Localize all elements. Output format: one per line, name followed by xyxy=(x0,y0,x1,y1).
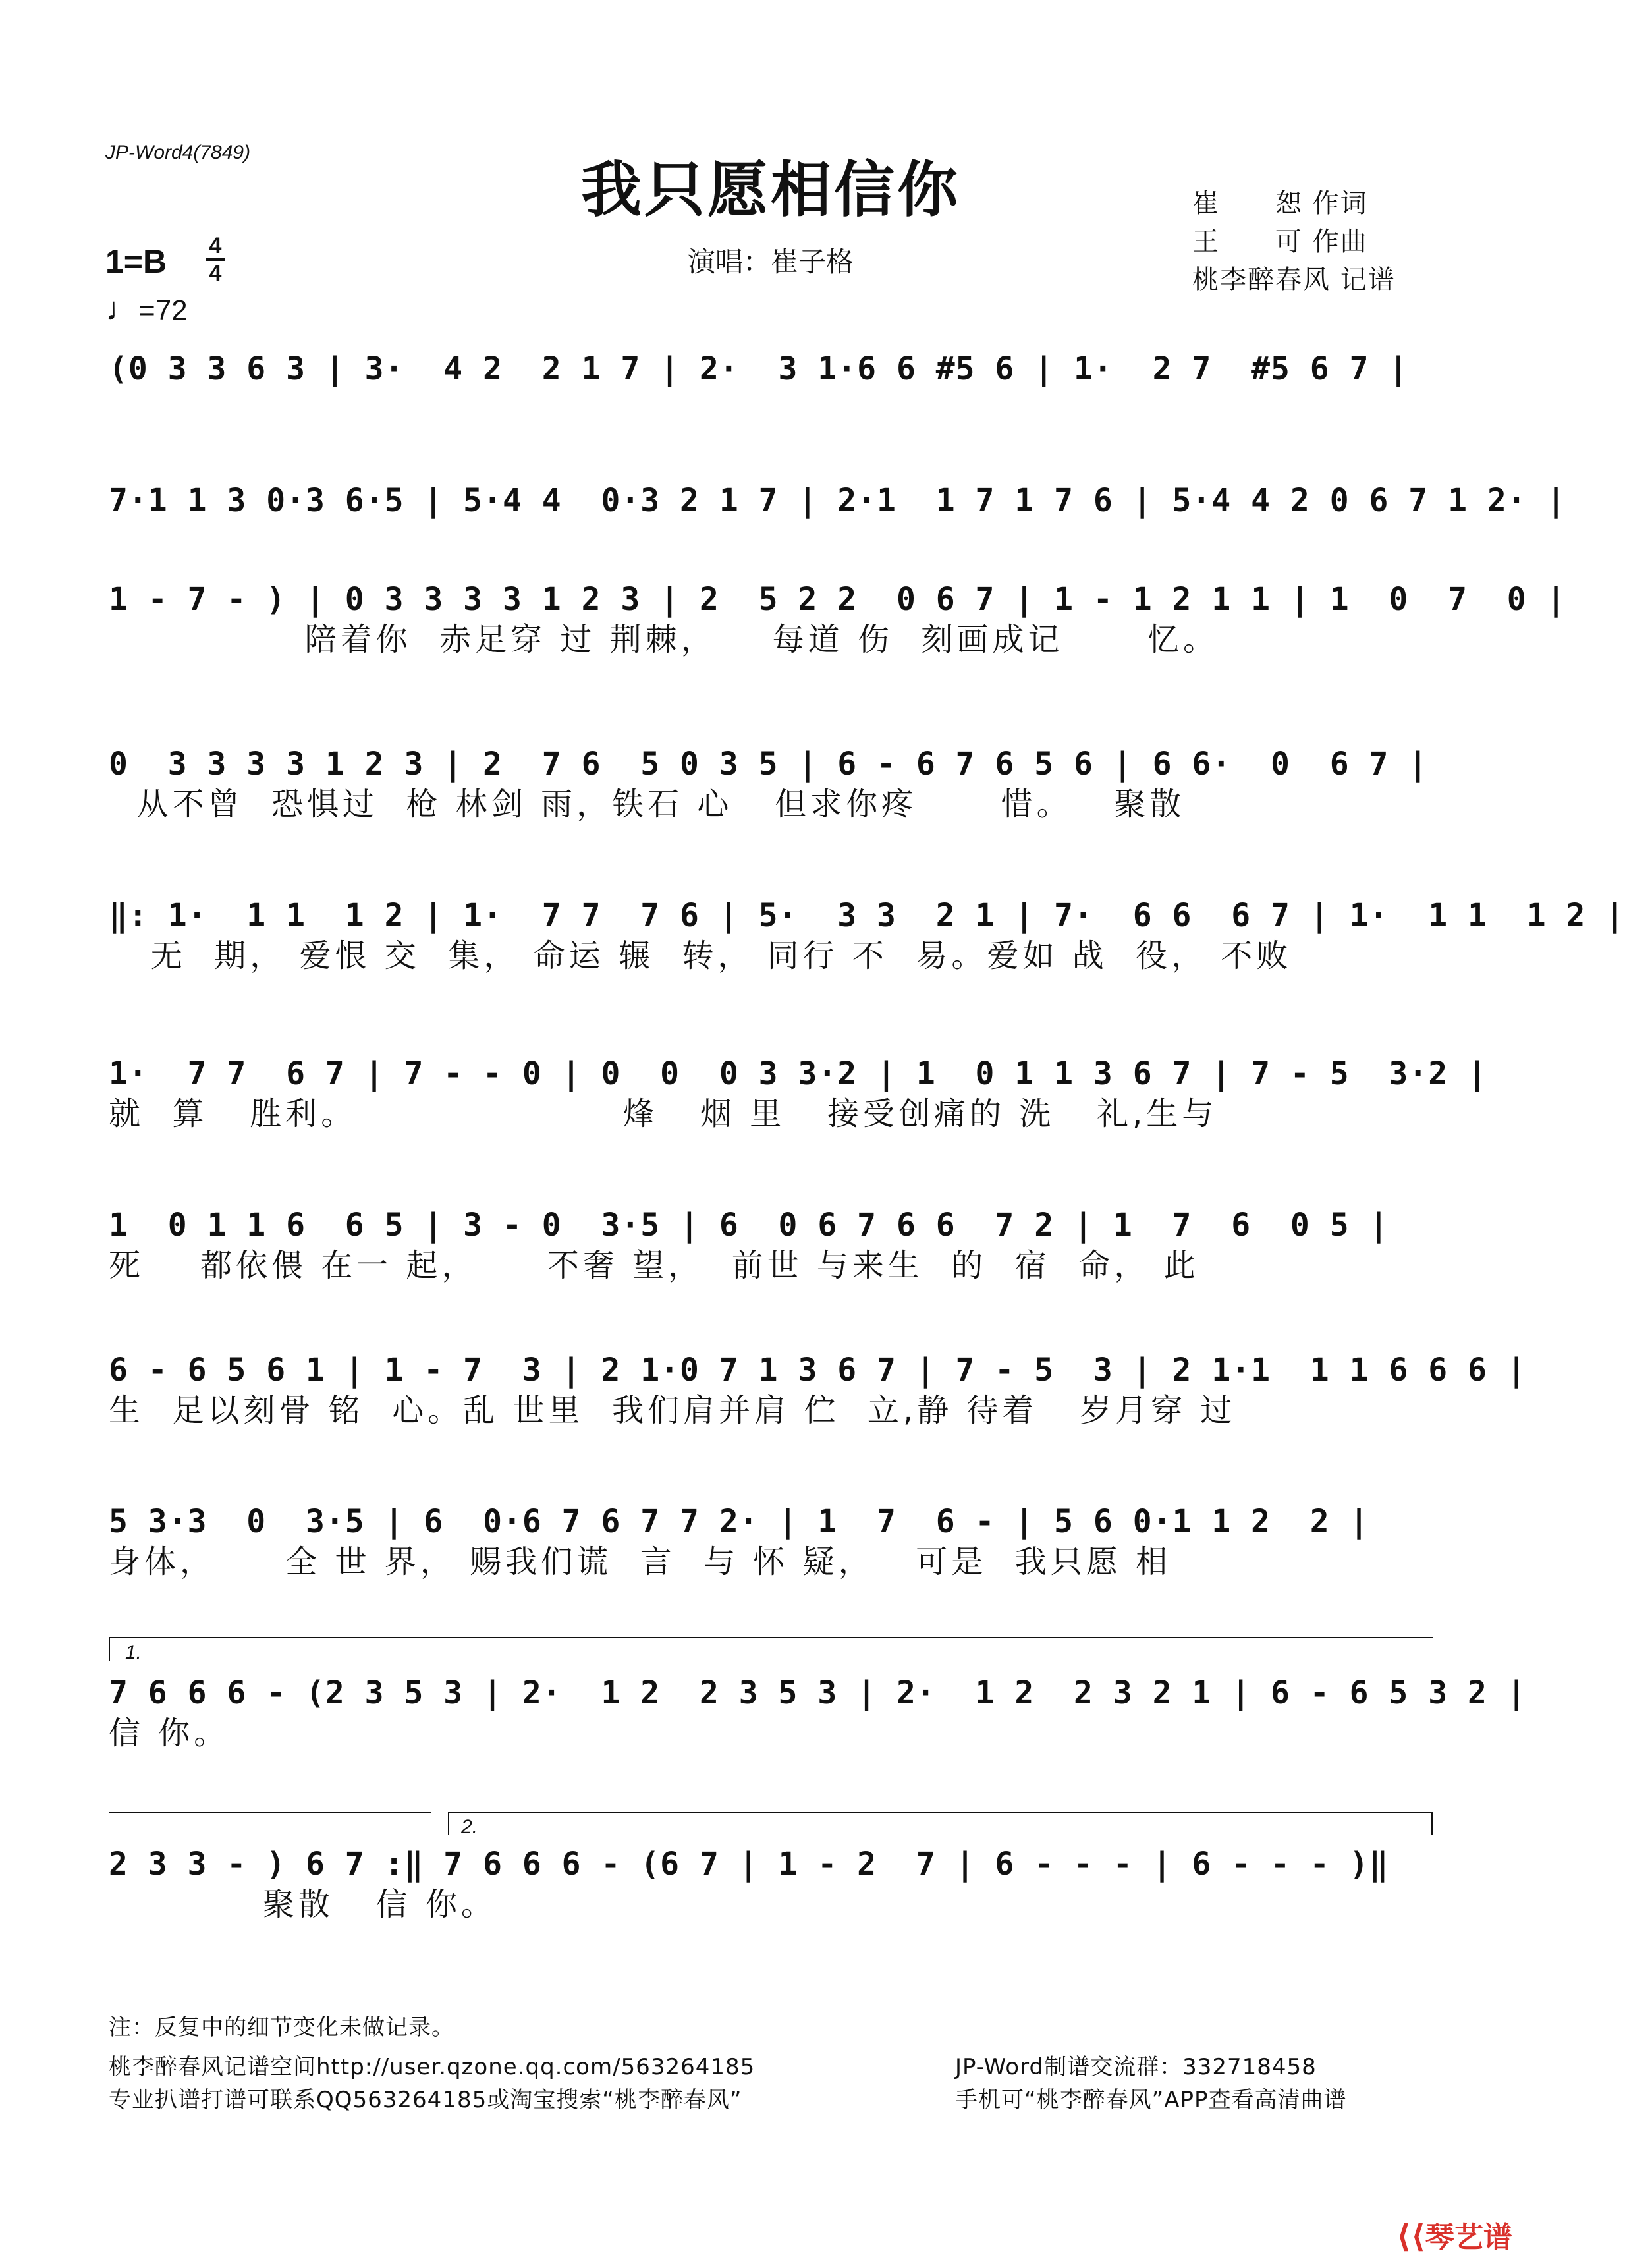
notation-line: 1 0 1 1 6 6 5 | 3 - 0 3·5 | 6 0 6 7 6 6 7 2 | 1 7 6 0 5 | xyxy=(109,1207,1389,1244)
lyric-line: 死 都依偎 在一 起， 不奢 望， 前世 与来生 的 宿 命， 此 xyxy=(109,1247,1199,1284)
meter-bottom: 4 xyxy=(209,261,222,286)
time-signature xyxy=(206,235,225,285)
tempo-value: =72 xyxy=(138,294,188,327)
lyric-line: 无 期， 爱恨 交 集， 命运 辗 转， 同行 不 易。爱如 战 役， 不败 xyxy=(109,937,1292,974)
notation-line: ‖: 1· 1 1 1 2 | 1· 7 7 7 6 | 5· 3 3 2 1 | 7· 6 6 6 7 | 1· 1 1 1 2 | xyxy=(109,897,1625,934)
score-system xyxy=(109,1502,1433,1582)
transcriber-credit: 桃李醉春风 记谱 xyxy=(1192,265,1396,295)
notation-line: (0 3 3 6 3 | 3· 4 2 2 1 7 | 2· 3 1·6 6 #5 6 | 1· 2 7 #5 6 7 | xyxy=(109,350,1409,387)
footer-note: 注：反复中的细节变化未做记录。 xyxy=(109,2014,454,2041)
credits-block xyxy=(1192,184,1396,299)
score-system xyxy=(109,1205,1433,1286)
notation-line: 1 - 7 - ) | 0 3 3 3 3 1 2 3 | 2 5 2 2 0 6 7 | 1 - 1 2 1 1 | 1 0 7 0 | xyxy=(109,581,1566,618)
notation-line: 7 6 6 6 - (2 3 5 3 | 2· 1 2 2 3 5 3 | 2· 1 2 2 3 2 1 | 6 - 6 5 3 2 | xyxy=(109,1674,1527,1711)
volta-bracket-left xyxy=(109,1812,431,1813)
footer-contact: 专业扒谱打谱可联系QQ563264185或淘宝搜索“桃李醉春风” xyxy=(109,2087,742,2113)
lyric-line: 陪着你 赤足穿 过 荆棘， 每道 伤 刻画成记 忆。 xyxy=(109,621,1219,658)
logo-mark-icon: ⟨⟨ xyxy=(1396,2218,1425,2255)
score-system xyxy=(109,349,1433,389)
volta-tick xyxy=(109,1637,110,1661)
score-system xyxy=(109,481,1566,520)
volta-label-1: 1. xyxy=(125,1642,142,1663)
notation-line: 2 3 3 - ) 6 7 :‖ 7 6 6 6 - (6 7 | 1 - 2 7 | 6 - - - | 6 - - - )‖ xyxy=(109,1846,1389,1883)
score-system xyxy=(109,580,1566,660)
notation-line: 5 3·3 0 3·5 | 6 0·6 7 6 7 7 2· | 1 7 6 - | 5 6 0·1 1 2 2 | xyxy=(109,1503,1369,1540)
lyricist-credit: 崔 恕 作词 xyxy=(1192,188,1368,219)
score-system xyxy=(109,1350,1527,1431)
notation-line: 1· 7 7 6 7 | 7 - - 0 | 0 0 0 3 3·2 | 1 0 1 1 3 6 7 | 7 - 5 3·2 | xyxy=(109,1055,1487,1092)
volta-bracket-1 xyxy=(109,1637,1433,1638)
singer-credit: 演唱：崔子格 xyxy=(687,246,854,278)
notation-line: 7·1 1 3 0·3 6·5 | 5·4 4 0·3 2 1 7 | 2·1 1 7 1 7 6 | 5·4 4 2 0 6 7 1 2· | xyxy=(109,482,1566,519)
footer-app: 手机可“桃李醉春风”APP查看高清曲谱 xyxy=(955,2087,1347,2113)
volta-tick xyxy=(448,1812,449,1835)
score-system xyxy=(109,1673,1527,1754)
page-title: 我只愿相信你 xyxy=(580,155,960,225)
score-system xyxy=(109,896,1625,976)
composer-credit: 王 可 作曲 xyxy=(1192,227,1368,257)
score-system xyxy=(109,744,1433,825)
lyric-line: 聚散 信 你。 xyxy=(109,1886,497,1923)
volta-bracket-2 xyxy=(448,1812,1433,1813)
key-signature: 1=B xyxy=(105,243,167,280)
software-version: JP-Word4(7849) xyxy=(105,142,251,163)
quarter-note-icon: ♩ xyxy=(105,290,138,327)
lyric-line: 从不曾 恐惧过 枪 林剑 雨，铁石 心 但求你疼 惜。 聚散 xyxy=(109,786,1186,823)
meter-top: 4 xyxy=(209,233,222,258)
lyric-line: 信 你。 xyxy=(109,1715,230,1752)
lyric-line: 生 足以刻骨 铭 心。乱 世里 我们肩并肩 伫 立,静 待着 岁月穿 过 xyxy=(109,1392,1236,1429)
score-system xyxy=(109,1844,1433,1925)
volta-label-2: 2. xyxy=(461,1816,478,1838)
tempo-marking xyxy=(105,290,188,328)
score-system xyxy=(109,1054,1487,1134)
notation-line: 0 3 3 3 3 1 2 3 | 2 7 6 5 0 3 5 | 6 - 6 7 6 5 6 | 6 6· 0 6 7 | xyxy=(109,746,1429,783)
footer-qzone-link[interactable]: 桃李醉春风记谱空间http://user.qzone.qq.com/563264185 xyxy=(109,2054,756,2080)
volta-tick xyxy=(1431,1812,1433,1835)
notation-line: 6 - 6 5 6 1 | 1 - 7 3 | 2 1·0 7 1 3 6 7 | 7 - 5 3 | 2 1·1 1 1 6 6 6 | xyxy=(109,1352,1527,1389)
logo-text: 琴艺谱 xyxy=(1425,2221,1512,2254)
lyric-line: 就 算 胜利。 烽 烟 里 接受创痛的 洗 礼,生与 xyxy=(109,1095,1218,1132)
lyric-line: 身体， 全 世 界， 赐我们谎 言 与 怀 疑， 可是 我只愿 相 xyxy=(109,1543,1172,1580)
site-logo xyxy=(1396,2213,1512,2255)
footer-group: JP-Word制谱交流群：332718458 xyxy=(955,2054,1317,2080)
